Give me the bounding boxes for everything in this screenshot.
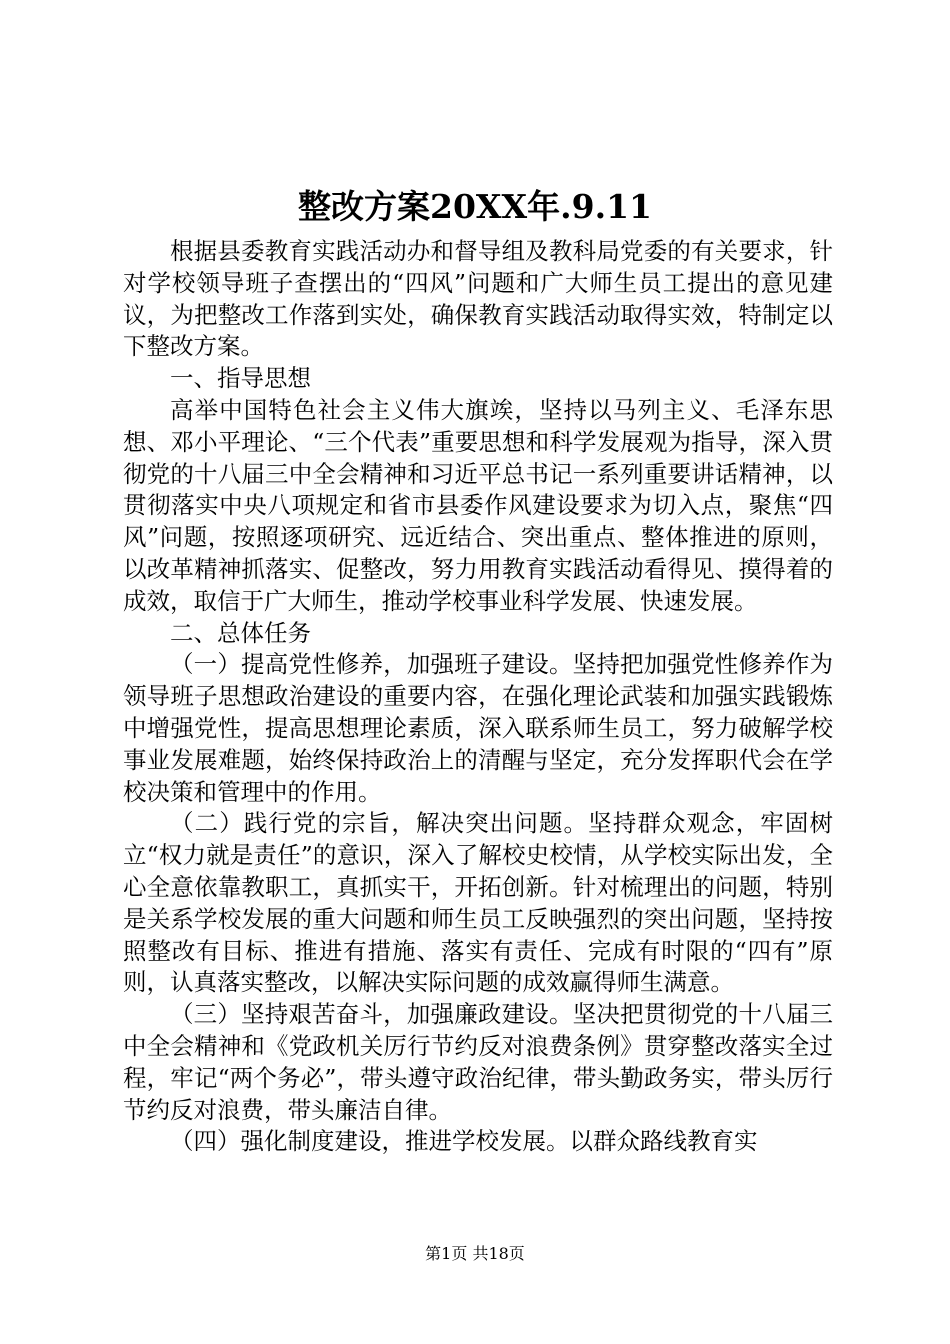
task-paragraph-1: （一）提高党性修养，加强班子建设。坚持把加强党性修养作为领导班子思想政治建设的重要内容，在强化理论武装和加强实践锻炼中增强党性，提高思想理论素质，深入联系师生员工，努力破解学校事业发展难题，始终保持政治上的清醒与坚定，充分发挥职代会在学校决策和管理中的作用。 bbox=[123, 650, 833, 806]
intro-paragraph: 根据县委教育实践活动办和督导组及教科局党委的有关要求，针对学校领导班子查摆出的“四风”问题和广大师生员工提出的意见建议，为把整改工作落到实处，确保教育实践活动取得实效，特制定以下整改方案。 bbox=[123, 237, 833, 361]
document-title: 整改方案20XX年.9.11 bbox=[298, 187, 652, 226]
task-paragraph-4: （四）强化制度建设，推进学校发展。以群众路线教育实 bbox=[170, 1127, 758, 1156]
task-paragraph-2: （二）践行党的宗旨，解决突出问题。坚持群众观念，牢固树立“权力就是责任”的意识，深入了解校史校情，从学校实际出发，全心全意依靠教职工，真抓实干，开拓创新。针对梳理出的问题，特别是关系学校发展的重大问题和师生员工反映强烈的突出问题，坚持按照整改有目标、推进有措施、落实有责任、完成有时限的“四有”原则，认真落实整改，以解决实际问题的成效赢得师生满意。 bbox=[123, 809, 833, 997]
guiding-thought-paragraph: 高举中国特色社会主义伟大旗竢，坚持以马列主义、毛泽东思想、邓小平理论、“三个代表”重要思想和科学发展观为指导，深入贯彻党的十八届三中全会精神和习近平总书记一系列重要讲话精神，以贯彻落实中央八项规定和省市县委作风建设要求为切入点，聚焦“四风”问题，按照逐项研究、远近结合、突出重点、整体推进的原则，以改革精神抓落实、促整改，努力用教育实践活动看得见、摸得着的成效，取信于广大师生，推动学校事业科学发展、快速发展。 bbox=[123, 395, 833, 615]
page-footer: 第1页 共18页 bbox=[425, 1244, 525, 1263]
document-body bbox=[123, 236, 833, 1158]
section-heading-guiding-thought: 一、指导思想 bbox=[170, 364, 311, 393]
section-heading-overall-tasks: 二、总体任务 bbox=[170, 618, 311, 647]
task-paragraph-3: （三）坚持艰苦奋斗，加强廉政建设。坚决把贯彻党的十八届三中全会精神和《党政机关厉行节约反对浪费条例》贯穿整改落实全过程，牢记“两个务必”，带头遵守政治纪律，带头勤政务实，带头厉行节约反对浪费，带头廉洁自律。 bbox=[123, 1000, 833, 1124]
